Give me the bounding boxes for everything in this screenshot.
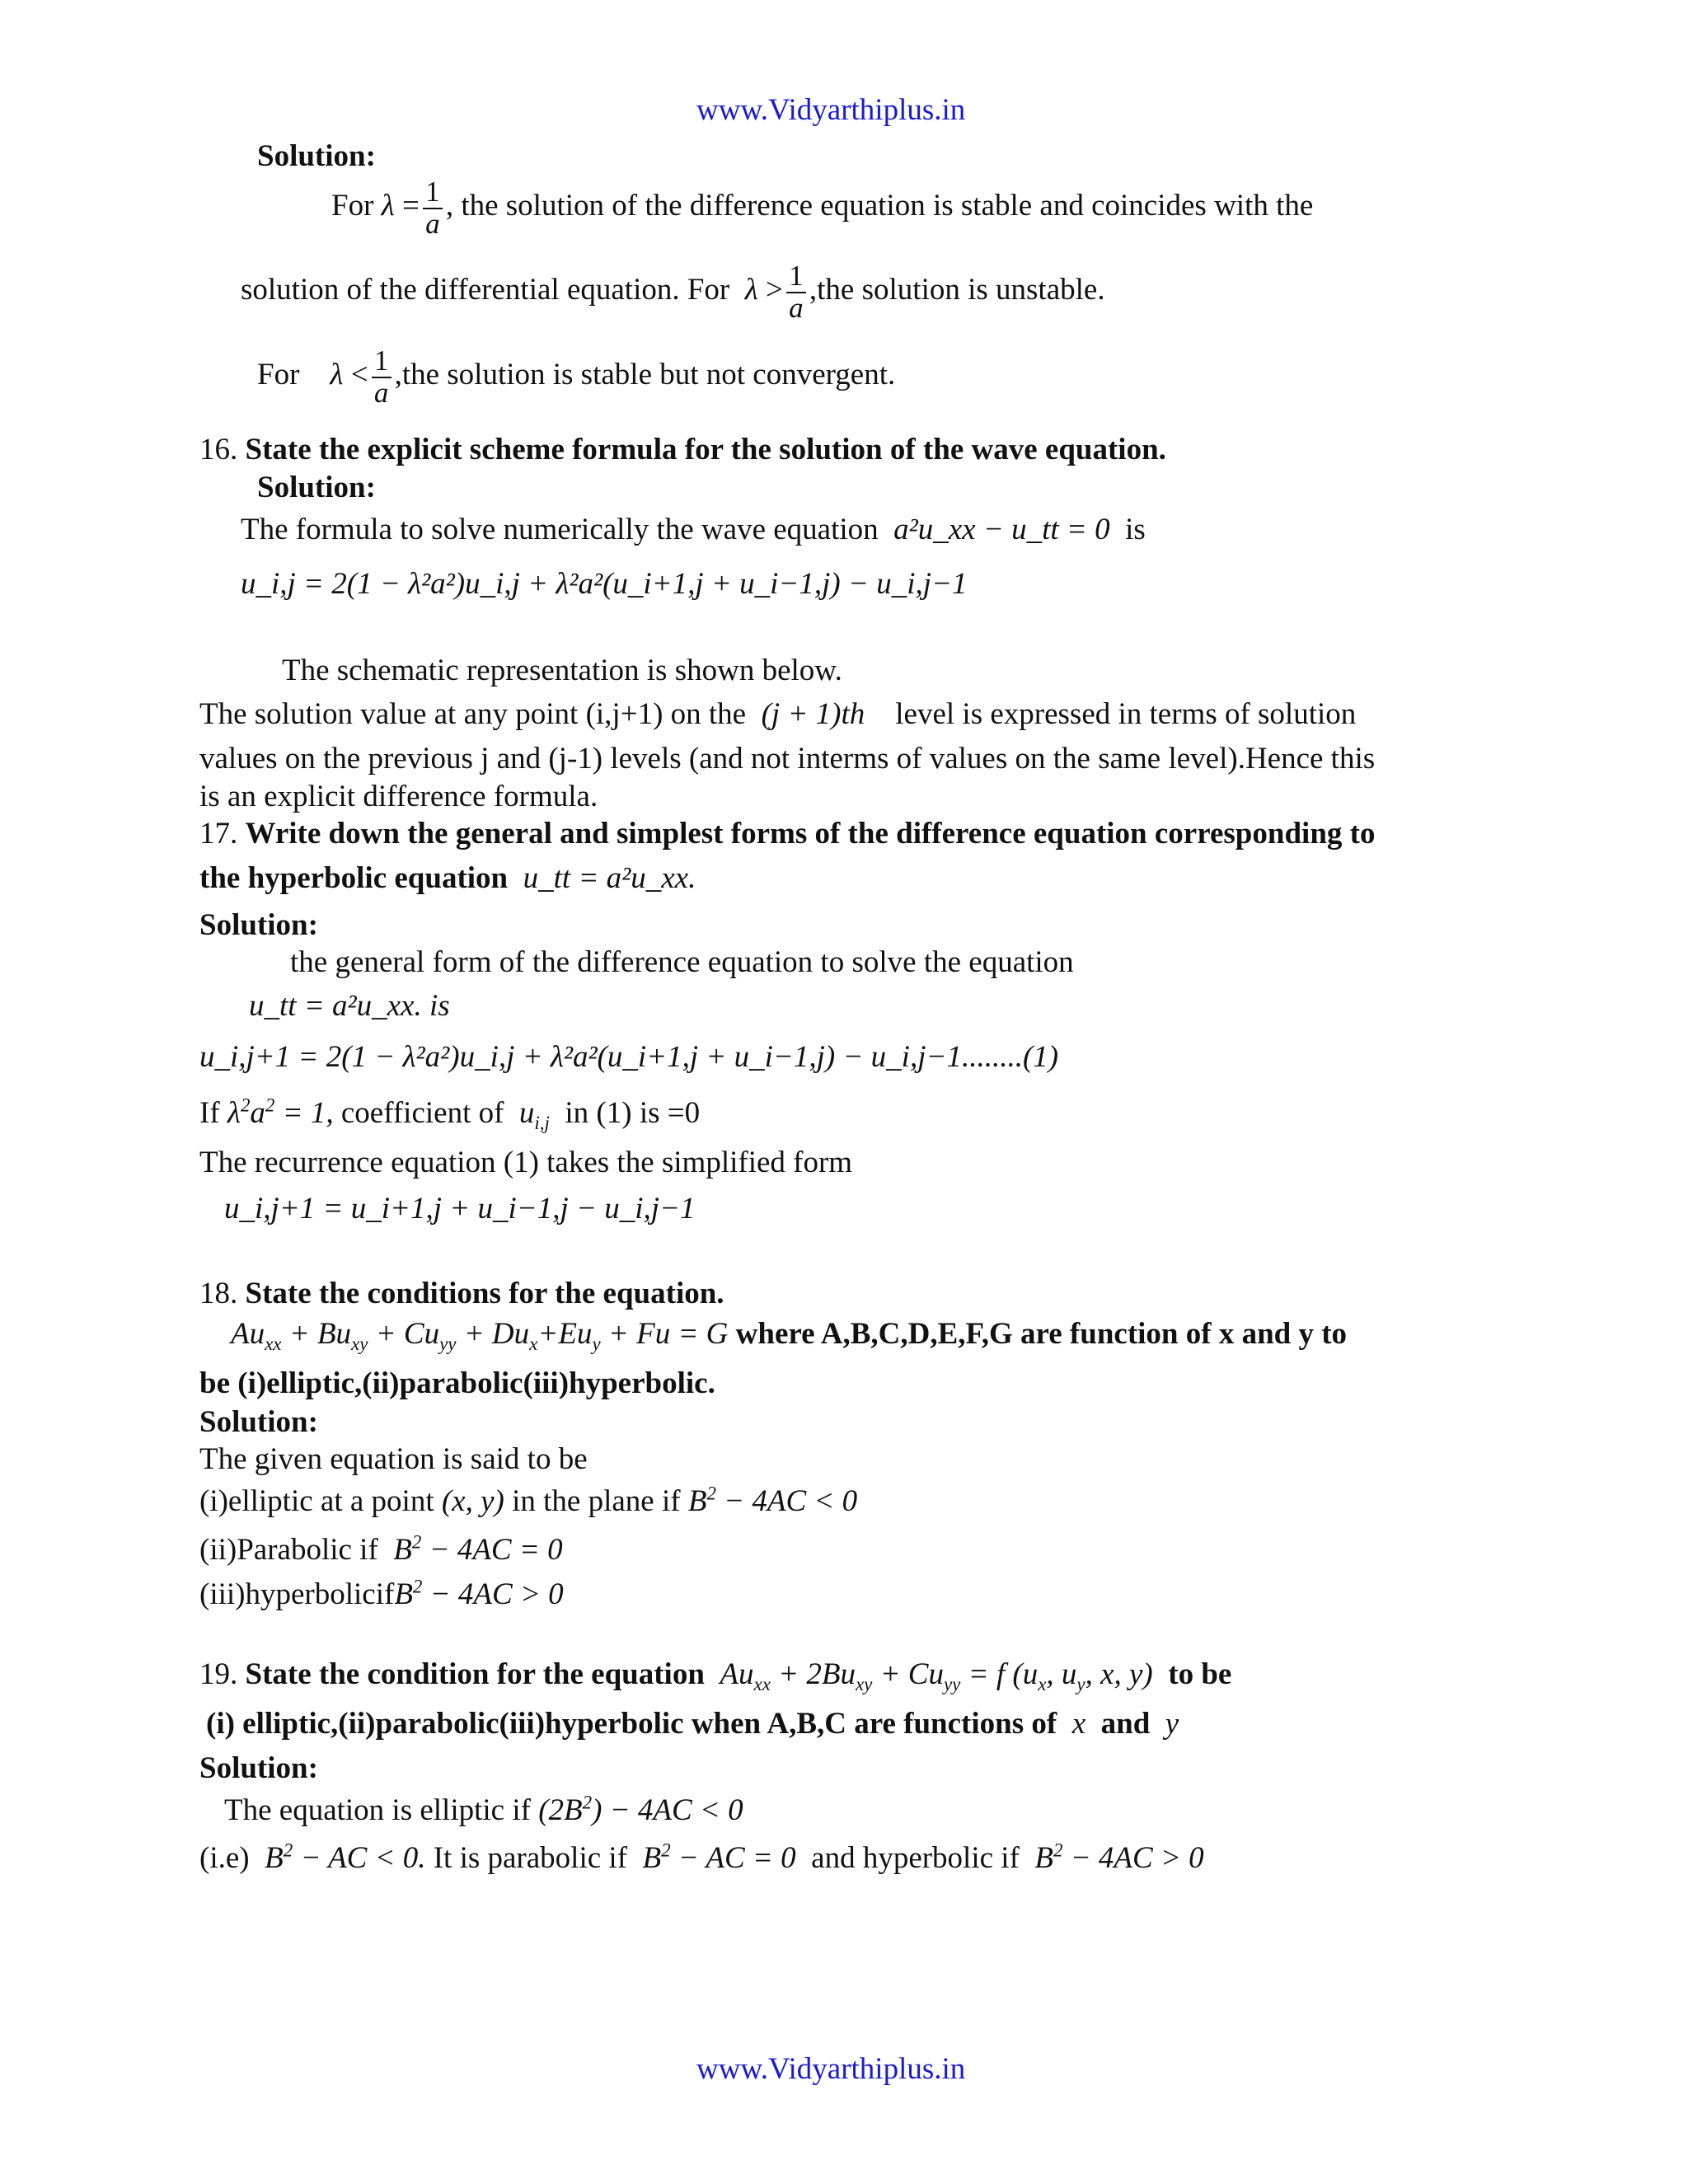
second-order-pde: $Au_{xx} + 2Bu_{xy} + Cu_{yy} = f$ ($u_x$, $u_y$, x, y) (720, 1657, 1153, 1695)
q17-general-intro: the general form of the difference equation to solve the equation (290, 945, 1074, 979)
q18-heading-line3: be (i)elliptic,(ii)parabolic(iii)hyperbolic. (199, 1366, 715, 1400)
q19-heading-line1: 19. State the condition for the equation $Au_{xx} + 2Bu_{xy} + Cu_{yy} = f$ ($u_x$, $u_y$, x, y) to be (199, 1657, 1232, 1695)
q18-elliptic: (i)elliptic at a point (x, y) in the plane if $B^2 - 4AC < 0$ (199, 1483, 858, 1518)
wave-equation: a²u_xx − u_tt = 0 (893, 513, 1110, 546)
q18-intro: The given equation is said to be (199, 1442, 588, 1476)
q16-explicit-formula: u_i,j = 2(1 − λ²a²)u_i,j + λ²a²(u_i+1,j + u_i−1,j) − u_i,j−1 (241, 567, 968, 601)
q17-simplified-formula: u_i,j+1 = u_i+1,j + u_i−1,j − u_i,j−1 (224, 1192, 696, 1226)
footer-site-link[interactable]: www.Vidyarthiplus.in (696, 2052, 966, 2086)
q16-formula-intro: The formula to solve numerically the wave equation a²u_xx − u_tt = 0 is (241, 513, 1146, 546)
q17-equation-line: u_tt = a²u_xx. is (249, 989, 450, 1023)
q15-line2: solution of the differential equation. For λ > $\frac{1}{a}$ ,the solution is unstable. (241, 260, 1105, 324)
fraction-one-over-a: $\frac{1}{a}$ (423, 177, 443, 240)
q18-parabolic: (ii)Parabolic if $B^2 - 4AC = 0$ (199, 1531, 563, 1567)
general-pde: $Au_{xx} + Bu_{xy} + Cu_{yy} + Du_x+Eu_y + Fu = G$ (231, 1317, 729, 1355)
q15-solution-label: Solution: (257, 139, 376, 173)
q16-paragraph-line3: is an explicit difference formula. (199, 780, 598, 813)
q18-heading: 18. State the conditions for the equation. (199, 1277, 724, 1310)
header-site-link[interactable]: www.Vidyarthiplus.in (696, 93, 966, 127)
q17-recurrence-text: The recurrence equation (1) takes the simplified form (199, 1146, 853, 1179)
q17-general-formula: u_i,j+1 = 2(1 − λ²a²)u_i,j + λ²a²(u_i+1,j + u_i−1,j) − u_i,j−1........(1) (199, 1040, 1059, 1074)
q16-heading: 16. State the explicit scheme formula for the solution of the wave equation. (199, 433, 1166, 466)
q19-conditions-line: (i.e) $B^2$ − AC < 0. It is parabolic if $B^2$ − AC = 0 and hyperbolic if $B^2 - 4AC > 0$ (199, 1840, 1204, 1875)
q16-schematic-text: The schematic representation is shown below. (282, 654, 842, 687)
q17-solution-label: Solution: (199, 908, 318, 942)
q19-solution-label: Solution: (199, 1751, 318, 1785)
q18-hyperbolic: (iii)hyperbolicifB$^2$ − 4AC > 0 (199, 1576, 564, 1611)
q16-solution-label: Solution: (257, 471, 376, 504)
q18-equation-line: $Au_{xx} + Bu_{xy} + Cu_{yy} + Du_x+Eu_y + Fu = G$ where A,B,C,D,E,F,G are function of x and y to (231, 1317, 1348, 1355)
q18-solution-label: Solution: (199, 1405, 318, 1439)
q17-heading-line2: the hyperbolic equation u_tt = a²u_xx. (199, 861, 696, 895)
q19-heading-line2: (i) elliptic,(ii)parabolic(iii)hyperbolic when A,B,C are functions of x and y (206, 1707, 1179, 1741)
q17-heading-line1: 17. Write down the general and simplest forms of the difference equation corresponding to (199, 817, 1376, 851)
q16-paragraph-line1: The solution value at any point (i,j+1) on the (j + 1)th level is expressed in terms of solution (199, 697, 1357, 731)
q16-paragraph-line2: values on the previous j and (j-1) levels (and not interms of values on the same level).Hence this (199, 742, 1376, 776)
q15-line1: For λ = $\frac{1}{a}$ , the solution of the difference equation is stable and coincides with the (331, 176, 1314, 240)
q19-elliptic-line: The equation is elliptic if $(2B^2) - 4AC < 0$ (224, 1792, 743, 1827)
q17-if-line: If $\lambda^2a^2 = 1$, coefficient of $u_{i,j}$ in (1) is =0 (199, 1094, 701, 1134)
q15-line3: For λ < $\frac{1}{a}$ ,the solution is stable but not convergent. (257, 344, 896, 409)
